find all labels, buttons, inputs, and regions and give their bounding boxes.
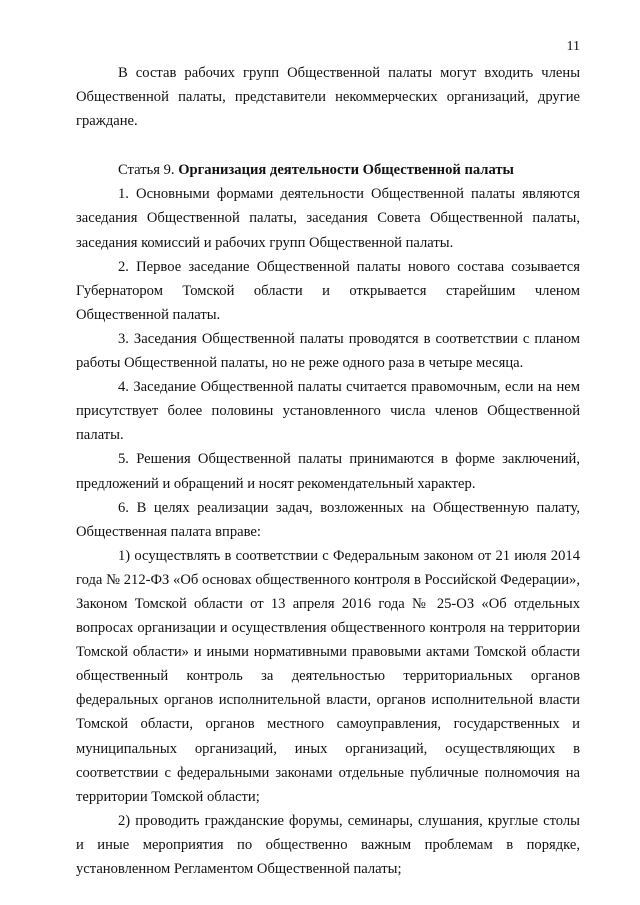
paragraph-item-2: 2. Первое заседание Общественной палаты нового состава созывается Губернатором Томской области и открывается старейшим членом Общественной палаты. (76, 258, 580, 323)
article-title: Организация деятельности Общественной палаты (178, 162, 514, 179)
article-heading (76, 158, 580, 182)
paragraph-item-5: 5. Решения Общественной палаты принимаются в форме заключений, предложений и обращений и носят рекомендательный характер. (76, 451, 580, 492)
document-body (76, 61, 580, 881)
page-number: 11 (566, 39, 580, 54)
paragraph-item-6: 6. В целях реализации задач, возложенных на Общественную палату, Общественная палата вправе: (76, 499, 580, 540)
paragraph-item-3: 3. Заседания Общественной палаты проводятся в соответствии с планом работы Общественной палаты, но не реже одного раза в четыре месяца. (76, 330, 580, 372)
paragraph-subitem-2: 2) проводить гражданские форумы, семинары, слушания, круглые столы и иные мероприятия по общественно важным проблемам в порядке, установленном Регламентом Общественной палаты; (76, 812, 580, 877)
paragraph-working-groups: В состав рабочих групп Общественной палаты могут входить члены Общественной палаты, представители некоммерческих организаций, другие граждане. (76, 65, 580, 130)
paragraph-subitem-1: 1) осуществлять в соответствии с Федеральным законом от 21 июля 2014 года № 212-ФЗ «Об основах общественного контроля в Российской Федерации», Законом Томской области от 13 апреля 2016 года № 25-ОЗ «Об отдельных вопросах организации и осуществления общественного контроля на территории Томской области» и иными нормативными правовыми актами Томской области общественный контроль за деятельностью территориальных органов федеральных органов исполнительной власти, органов исполнительной власти Томской области, органов местного самоуправления, государственных и муниципальных организаций, иных организаций, осуществляющих в соответствии с федеральными законами отдельные публичные полномочия на территории Томской области; (76, 547, 580, 805)
paragraph-item-1: 1. Основными формами деятельности Общественной палаты являются заседания Общественной палаты, заседания Совета Общественной палаты, заседания комиссий и рабочих групп Общественной палаты. (76, 186, 580, 251)
article-label: Статья 9. (118, 162, 175, 179)
paragraph-item-4: 4. Заседание Общественной палаты считается правомочным, если на нем присутствует более половины установленного числа членов Общественной палаты. (76, 379, 580, 444)
section-gap (76, 133, 580, 158)
